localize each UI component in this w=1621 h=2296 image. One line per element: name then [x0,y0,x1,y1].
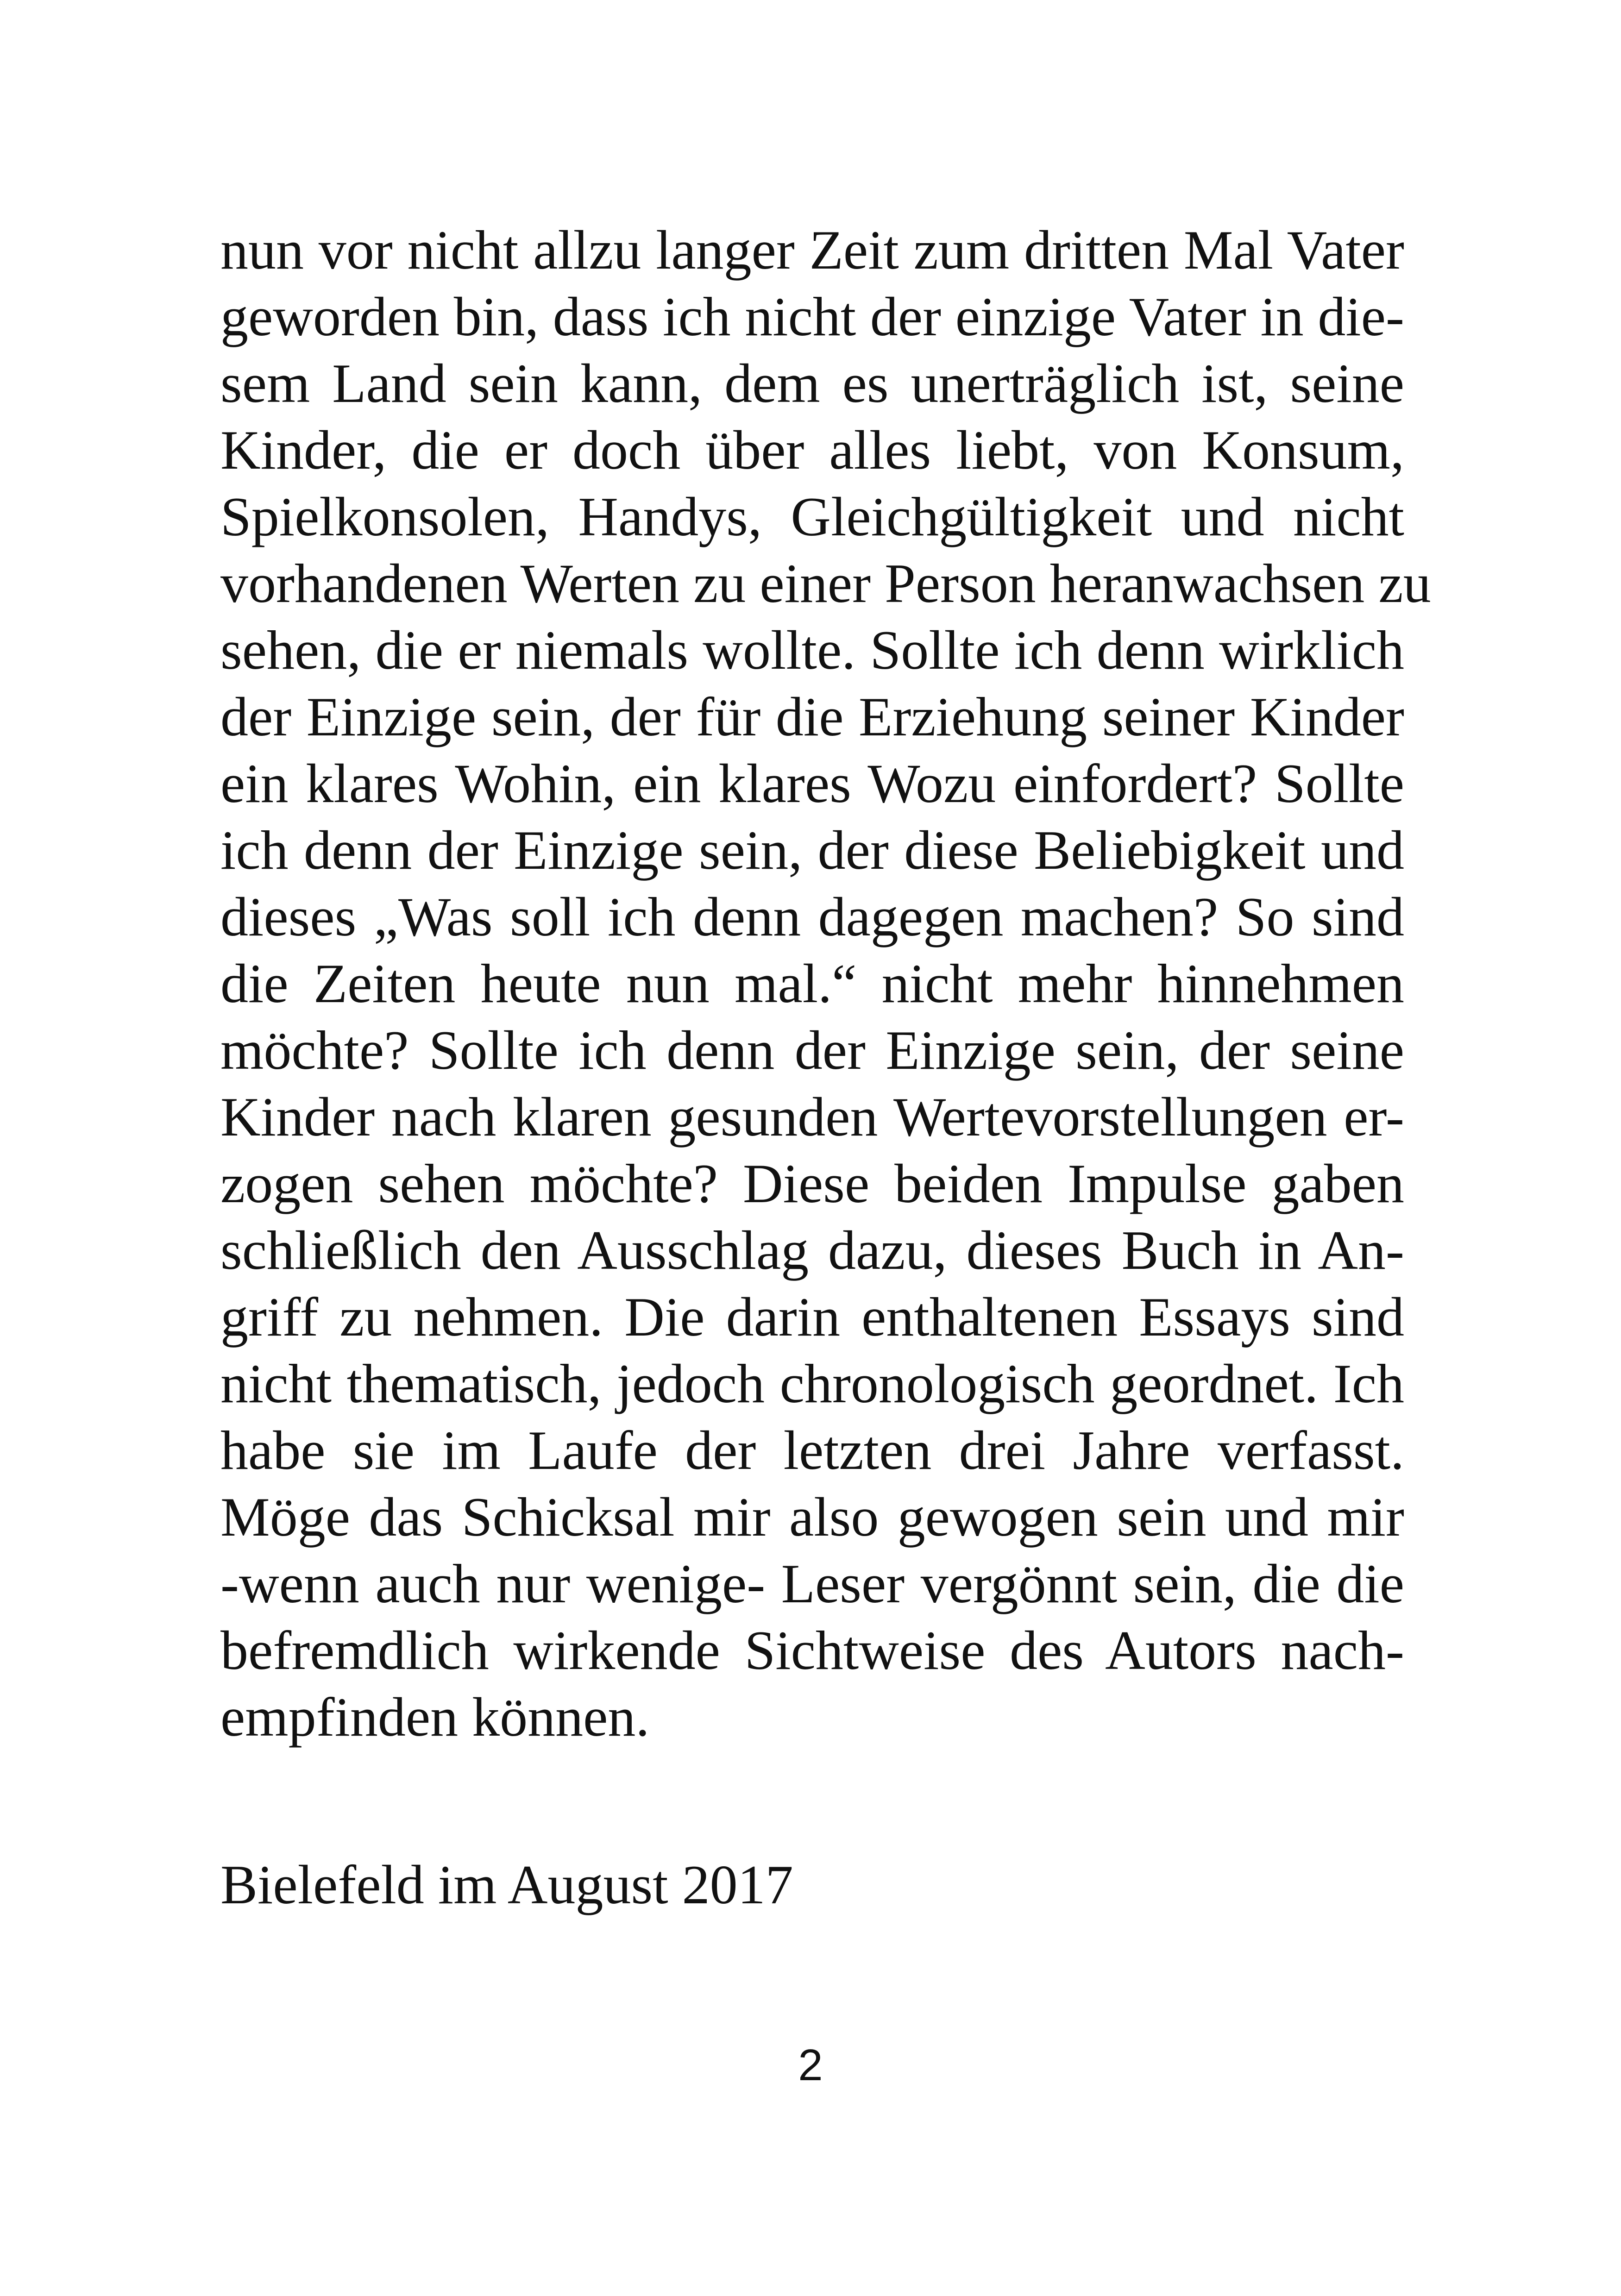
text-line: der Einzige sein, der für die Erziehung seiner Kinder [220,686,1404,747]
page-number: 2 [798,2040,823,2090]
text-line: Kinder, die er doch über alles liebt, von Konsum, [220,419,1404,481]
text-line: vorhandenen Werten zu einer Person heranwachsen zu [220,552,1431,614]
text-line: Spielkonsolen, Handys, Gleichgültigkeit und nicht [220,486,1404,547]
text-line: sehen, die er niemals wollte. Sollte ich denn wirklich [220,619,1404,681]
text-line: habe sie im Laufe der letzten drei Jahre verfasst. [220,1419,1404,1481]
text-line: möchte? Sollte ich denn der Einzige sein, der seine [220,1019,1404,1081]
text-line: Kinder nach klaren gesunden Wertevorstellungen er- [220,1086,1404,1148]
text-line: die Zeiten heute nun mal.“ nicht mehr hinnehmen [220,953,1404,1014]
text-line: nun vor nicht allzu langer Zeit zum dritten Mal Vater [220,219,1404,281]
text-line: geworden bin, dass ich nicht der einzige Vater in die- [220,286,1404,347]
text-line: -wenn auch nur wenige- Leser vergönnt sein, die die [220,1553,1404,1614]
text-line: dieses „Was soll ich denn dagegen machen? So sind [220,886,1404,947]
text-line: ein klares Wohin, ein klares Wozu einfordert? Sollte [220,753,1404,814]
text-line: griff zu nehmen. Die darin enthaltenen Essays sind [220,1286,1404,1348]
text-line: befremdlich wirkende Sichtweise des Autors nach- [220,1619,1404,1681]
text-line: ich denn der Einzige sein, der diese Beliebigkeit und [220,819,1404,881]
text-line: schließlich den Ausschlag dazu, dieses Buch in An- [220,1219,1404,1281]
text-line: sem Land sein kann, dem es unerträglich ist, seine [220,352,1404,414]
text-line: nicht thematisch, jedoch chronologisch geordnet. Ich [220,1353,1404,1414]
body-text [220,217,1431,1750]
text-line: empfinden können. [220,1686,650,1748]
place-date-line: Bielefeld im August 2017 [220,1854,793,1915]
text-line: Möge das Schicksal mir also gewogen sein und mir [220,1486,1404,1548]
text-line: zogen sehen möchte? Diese beiden Impulse gaben [220,1153,1404,1214]
